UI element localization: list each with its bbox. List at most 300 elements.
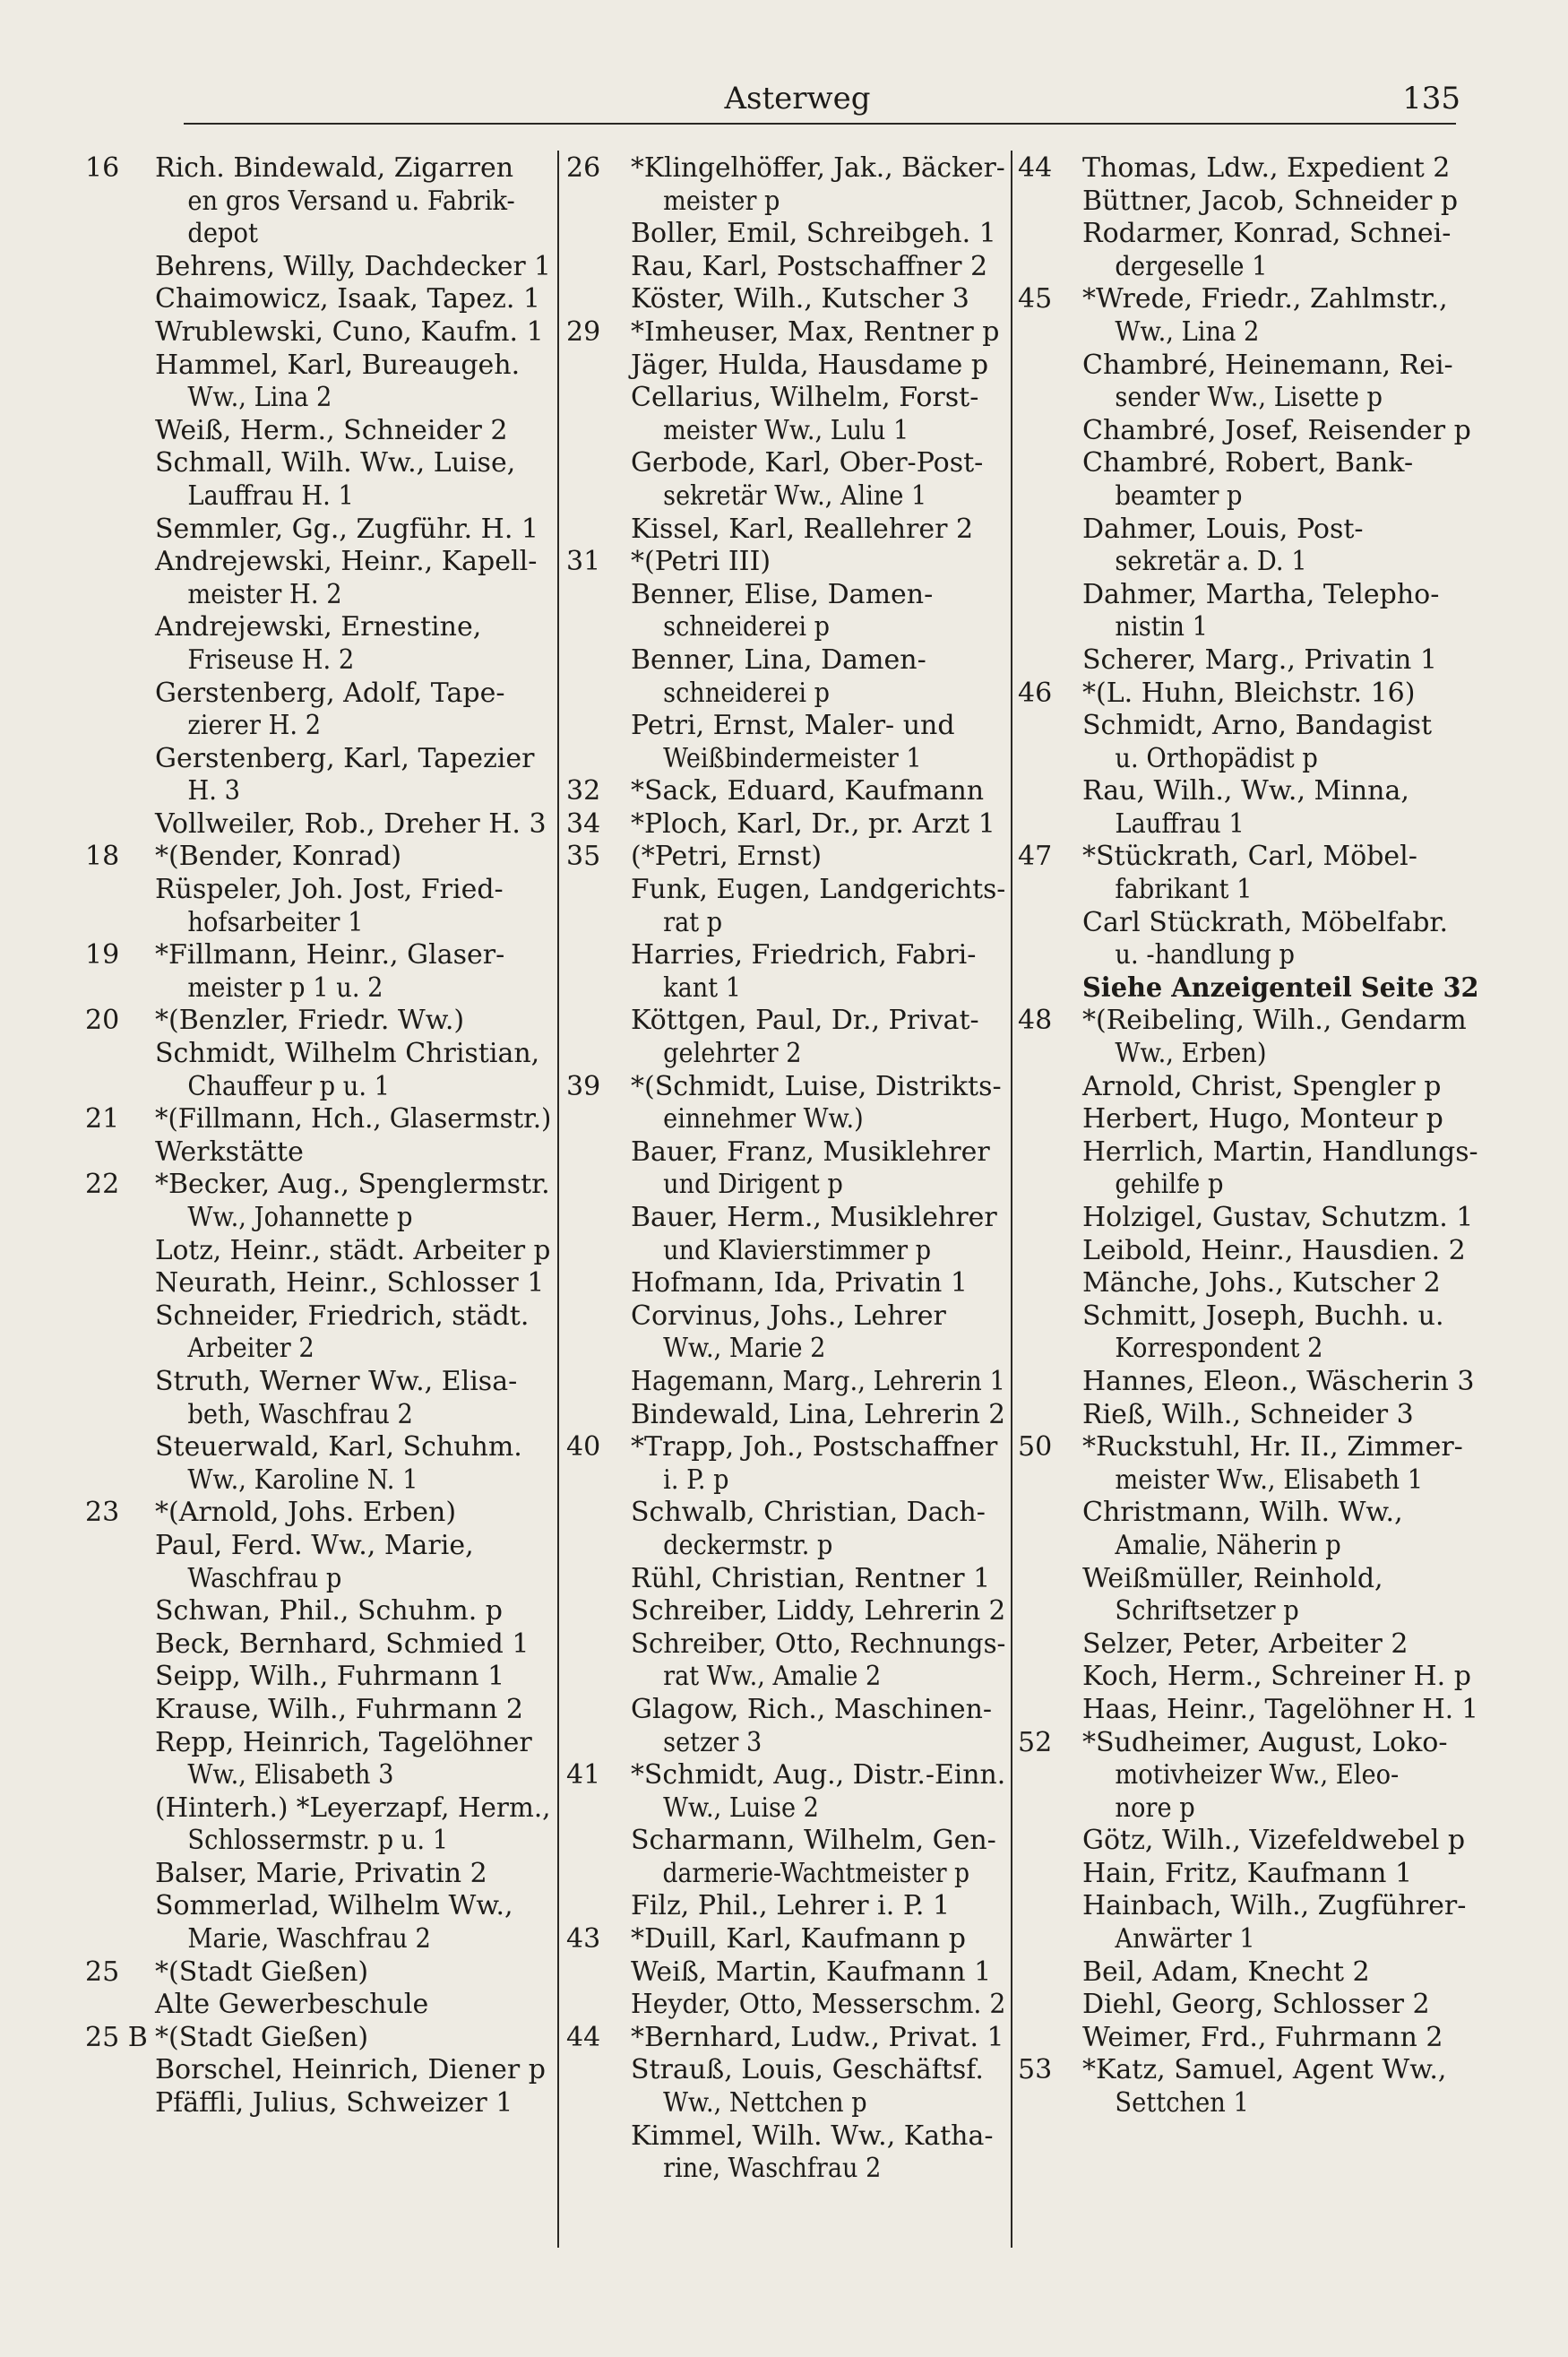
- entry-text: Schwan, Phil., Schuhm. p: [155, 1595, 503, 1627]
- entry-text: *Bernhard, Ludw., Privat. 1: [631, 2021, 1004, 2053]
- entry-text: *(Schmidt, Luise, Distrikts-: [631, 1070, 1002, 1102]
- entry-text: Köttgen, Paul, Dr., Privat-: [631, 1005, 979, 1037]
- directory-entry: [1018, 1366, 1478, 1399]
- entry-text: Wrublewski, Cuno, Kaufm. 1: [155, 315, 544, 348]
- directory-entry: [1018, 152, 1478, 186]
- entry-text: Hagemann, Marg., Lehrerin 1: [631, 1365, 1005, 1397]
- directory-entry: [566, 1563, 1005, 1596]
- entry-continuation: und Klavierstimmer p: [663, 1234, 932, 1266]
- entry-continuation: Ww., Nettchen p: [663, 2087, 867, 2120]
- directory-entry: [566, 579, 1005, 644]
- entry-text: *Becker, Aug., Spenglermstr.: [155, 1169, 550, 1201]
- directory-entry: [85, 1169, 551, 1234]
- directory-entry: [1018, 1694, 1478, 1727]
- entry-text: Weiß, Herm., Schneider 2: [155, 414, 508, 446]
- entry-continuation: motivheizer Ww., Eleo-: [1115, 1759, 1400, 1791]
- entry-text: Holzigel, Gustav, Schutzm. 1: [1082, 1202, 1474, 1233]
- entry-text: Haas, Heinr., Tagelöhner H. 1: [1082, 1693, 1478, 1725]
- entry-text: Beck, Bernhard, Schmied 1: [155, 1627, 530, 1660]
- directory-entry: [85, 1497, 551, 1530]
- entry-text: Andrejewski, Ernestine,: [155, 611, 482, 643]
- directory-entry: [566, 514, 1005, 547]
- entry-text: Steuerwald, Karl, Schuhm.: [155, 1431, 522, 1463]
- entry-text: Andrejewski, Heinr., Kapell-: [155, 546, 538, 578]
- entry-text: *Klingelhöffer, Jak., Bäcker-: [631, 152, 1005, 184]
- directory-entry: [566, 1628, 1005, 1694]
- entry-continuation: Arbeiter 2: [187, 1333, 314, 1365]
- entry-text: Schneider, Friedrich, städt.: [155, 1299, 530, 1332]
- directory-entry: [1018, 1858, 1478, 1891]
- entry-text: Cellarius, Wilhelm, Forst-: [631, 382, 979, 414]
- entry-continuation: u. Orthopädist p: [1115, 742, 1318, 774]
- directory-entry: [1018, 1628, 1478, 1662]
- house-number: 53: [1018, 2054, 1053, 2086]
- entry-text: Beil, Adam, Knecht 2: [1082, 1956, 1370, 1988]
- house-number: 21: [85, 1103, 120, 1135]
- directory-entry: [1018, 1956, 1478, 1990]
- entry-text: Carl Stückrath, Möbelfabr.: [1082, 906, 1449, 938]
- entry-text: *(Benzler, Friedr. Ww.): [155, 1005, 465, 1037]
- directory-entry: [1018, 678, 1478, 711]
- directory-entry: [566, 1202, 1005, 1267]
- directory-entry: [566, 808, 1005, 842]
- house-number: 23: [85, 1497, 120, 1529]
- directory-entry: [85, 1005, 551, 1038]
- directory-entry: [1018, 1727, 1478, 1826]
- entry-text: Balser, Marie, Privatin 2: [155, 1857, 487, 1889]
- directory-entry: [85, 1530, 551, 1595]
- house-number: 25: [85, 1956, 120, 1988]
- directory-entry: [1018, 514, 1478, 579]
- directory-entry: [85, 415, 551, 448]
- entry-text: Gerstenberg, Adolf, Tape-: [155, 677, 505, 709]
- entry-continuation: Weißbindermeister 1: [663, 742, 922, 774]
- entry-text: Rich. Bindewald, Zigarren: [155, 152, 514, 184]
- entry-text: Hain, Fritz, Kaufmann 1: [1082, 1857, 1413, 1889]
- directory-entry: [566, 1300, 1005, 1366]
- entry-text: Büttner, Jacob, Schneider p: [1082, 185, 1459, 217]
- entry-continuation: meister H. 2: [187, 578, 342, 610]
- entry-continuation: Ww., Johannette p: [187, 1202, 413, 1233]
- entry-text: Rieß, Wilh., Schneider 3: [1082, 1398, 1414, 1430]
- directory-entry: [566, 316, 1005, 350]
- page-number: 135: [1402, 81, 1460, 117]
- directory-entry: [85, 1956, 551, 1990]
- directory-entry: [85, 1661, 551, 1694]
- directory-entry: [1018, 1300, 1478, 1366]
- directory-entry: [566, 2054, 1005, 2120]
- entry-continuation: Amalie, Näherin p: [1115, 1529, 1341, 1561]
- entry-text: Arnold, Christ, Spengler p: [1082, 1070, 1442, 1102]
- directory-entry: [85, 1103, 551, 1136]
- house-number: 47: [1018, 841, 1053, 873]
- directory-entry: [85, 1792, 551, 1858]
- entry-text: *(Fillmann, Hch., Glasermstr.): [155, 1103, 552, 1135]
- directory-entry: [85, 152, 551, 251]
- page-header: [134, 81, 1460, 124]
- entry-text: Herbert, Hugo, Monteur p: [1082, 1103, 1443, 1135]
- directory-entry: [85, 939, 551, 1005]
- directory-entry: [1018, 2022, 1478, 2055]
- directory-entry: [566, 1497, 1005, 1562]
- entry-text: Mänche, Johs., Kutscher 2: [1082, 1267, 1441, 1299]
- directory-entry: [85, 1989, 551, 2022]
- directory-entry: [566, 1005, 1005, 1070]
- entry-text: (*Petri, Ernst): [631, 841, 823, 873]
- house-number: 45: [1018, 283, 1053, 315]
- entry-continuation: und Dirigent p: [663, 1169, 843, 1201]
- entry-continuation: beamter p: [1115, 479, 1243, 512]
- entry-continuation: meister p: [663, 185, 780, 217]
- entry-continuation: darmerie-Wachtmeister p: [662, 1857, 970, 1889]
- entry-continuation: sekretär a. D. 1: [1115, 546, 1307, 578]
- directory-entry: [85, 1858, 551, 1891]
- house-number: 44: [1018, 152, 1053, 184]
- entry-text: Seipp, Wilh., Fuhrmann 1: [155, 1661, 505, 1693]
- entry-text: *(Bender, Konrad): [155, 841, 402, 873]
- entry-text: Bauer, Franz, Musiklehrer: [631, 1135, 990, 1168]
- directory-entry: [566, 1136, 1005, 1202]
- directory-entry: [566, 644, 1005, 710]
- entry-text: Werkstätte: [155, 1135, 304, 1168]
- entry-text: Chaimowicz, Isaak, Tapez. 1: [155, 283, 540, 315]
- directory-entry: [85, 743, 551, 808]
- directory-entry: [1018, 1071, 1478, 1104]
- entry-continuation: Lauffrau 1: [1115, 807, 1245, 840]
- entry-continuation: Lauffrau H. 1: [187, 479, 354, 512]
- directory-entry: [566, 1694, 1005, 1759]
- directory-entry: [1018, 775, 1478, 841]
- directory-entry: [566, 218, 1005, 251]
- house-number: 40: [566, 1431, 601, 1463]
- entry-text: Siehe Anzeigenteil Seite 32: [1082, 971, 1479, 1004]
- directory-entry: [1018, 1431, 1478, 1497]
- entry-continuation: Waschfrau p: [187, 1562, 342, 1594]
- directory-entry: [1018, 1825, 1478, 1858]
- entry-text: Hofmann, Ida, Privatin 1: [631, 1267, 968, 1299]
- entry-continuation: Ww., Marie 2: [663, 1333, 826, 1365]
- directory-entry: [85, 678, 551, 743]
- entry-text: Harries, Friedrich, Fabri-: [631, 939, 977, 971]
- directory-entry: [85, 2054, 551, 2087]
- entry-text: Petri, Ernst, Maler- und: [631, 710, 955, 742]
- entry-continuation: depot: [187, 218, 258, 250]
- entry-continuation: Schlossermstr. p u. 1: [187, 1825, 449, 1857]
- directory-entry: [566, 152, 1005, 218]
- directory-entry: [85, 1628, 551, 1662]
- entry-text: *Fillmann, Heinr., Glaser-: [155, 939, 505, 971]
- house-number: 50: [1018, 1431, 1053, 1463]
- entry-text: Rüspeler, Joh. Jost, Fried-: [155, 874, 504, 906]
- entry-continuation: en gros Versand u. Fabrik-: [187, 185, 515, 217]
- house-number: 29: [566, 315, 601, 348]
- house-number: 43: [566, 1923, 601, 1956]
- directory-entry: [566, 1071, 1005, 1136]
- entry-text: Herrlich, Martin, Handlungs-: [1082, 1135, 1478, 1168]
- directory-entry: [566, 775, 1005, 808]
- entry-text: *Wrede, Friedr., Zahlmstr.,: [1082, 283, 1448, 315]
- entry-continuation: rat p: [663, 906, 723, 938]
- directory-entry: [85, 251, 551, 284]
- directory-entry: [1018, 579, 1478, 644]
- directory-entry: [566, 841, 1005, 874]
- entry-text: Paul, Ferd. Ww., Marie,: [155, 1529, 474, 1561]
- house-number: 25 B: [85, 2021, 148, 2053]
- directory-entry: [85, 1038, 551, 1103]
- directory-entry: [1018, 710, 1478, 775]
- directory-entry: [566, 447, 1005, 513]
- directory-entry: [85, 1595, 551, 1628]
- entry-continuation: Marie, Waschfrau 2: [187, 1923, 431, 1956]
- entry-text: Schmidt, Arno, Bandagist: [1082, 710, 1433, 742]
- entry-continuation: u. -handlung p: [1115, 939, 1296, 971]
- directory-entry: [1018, 447, 1478, 513]
- column-divider: [1011, 151, 1012, 2248]
- entry-continuation: setzer 3: [663, 1726, 762, 1758]
- street-title: Asterweg: [724, 81, 871, 117]
- directory-entry: [85, 1694, 551, 1727]
- entry-text: Koch, Herm., Schreiner H. p: [1082, 1661, 1471, 1693]
- entry-continuation: gehilfe p: [1115, 1169, 1224, 1201]
- entry-continuation: Friseuse H. 2: [187, 643, 355, 676]
- entry-text: Pfäffli, Julius, Schweizer 1: [155, 2087, 513, 2120]
- directory-entry: [1018, 1136, 1478, 1202]
- house-number: 46: [1018, 677, 1053, 709]
- entry-text: Kissel, Karl, Reallehrer 2: [631, 513, 974, 545]
- entry-text: Hainbach, Wilh., Zugführer-: [1082, 1890, 1467, 1922]
- house-number: 32: [566, 775, 601, 807]
- entry-continuation: gelehrter 2: [663, 1038, 802, 1070]
- directory-entry: [85, 808, 551, 842]
- entry-text: Schreiber, Otto, Rechnungs-: [631, 1627, 1006, 1660]
- entry-text: Scharmann, Wilhelm, Gen-: [631, 1825, 996, 1857]
- entry-text: Semmler, Gg., Zugführ. H. 1: [155, 513, 538, 545]
- entry-text: Lotz, Heinr., städt. Arbeiter p: [155, 1234, 551, 1266]
- entry-text: Jäger, Hulda, Hausdame p: [631, 349, 989, 381]
- entry-continuation: Ww., Elisabeth 3: [187, 1759, 394, 1791]
- entry-continuation: Ww., Erben): [1115, 1038, 1267, 1070]
- directory-entry: [85, 1136, 551, 1170]
- directory-entry: [85, 1890, 551, 1956]
- directory-entry: [1018, 283, 1478, 349]
- directory-entry: [1018, 1497, 1478, 1562]
- house-number: 35: [566, 841, 601, 873]
- entry-continuation: einnehmer Ww.): [663, 1103, 864, 1135]
- entry-text: Schmitt, Joseph, Buchh. u.: [1082, 1299, 1444, 1332]
- entry-text: Rodarmer, Konrad, Schnei-: [1082, 218, 1452, 250]
- entry-text: Chambré, Heinemann, Rei-: [1082, 349, 1453, 381]
- entry-text: Schreiber, Liddy, Lehrerin 2: [631, 1595, 1006, 1627]
- directory-entry: [85, 1727, 551, 1792]
- entry-continuation: Korrespondent 2: [1115, 1333, 1323, 1365]
- directory-entry: [1018, 1267, 1478, 1300]
- entry-text: Selzer, Peter, Arbeiter 2: [1082, 1627, 1409, 1660]
- entry-text: Gerstenberg, Karl, Tapezier: [155, 742, 535, 774]
- entry-text: Dahmer, Martha, Telepho-: [1082, 578, 1440, 610]
- entry-text: Hannes, Eleon., Wäscherin 3: [1082, 1365, 1475, 1397]
- entry-text: Schmidt, Wilhelm Christian,: [155, 1038, 540, 1070]
- entry-continuation: nistin 1: [1115, 611, 1209, 643]
- entry-continuation: Schriftsetzer p: [1115, 1595, 1299, 1627]
- entry-continuation: nore p: [1115, 1791, 1195, 1824]
- entry-text: Weiß, Martin, Kaufmann 1: [631, 1956, 992, 1988]
- entry-text: Boller, Emil, Schreibgeh. 1: [631, 218, 996, 250]
- entry-continuation: meister p 1 u. 2: [187, 971, 383, 1004]
- directory-entry: [85, 1431, 551, 1497]
- entry-text: Filz, Phil., Lehrer i. P. 1: [631, 1890, 951, 1922]
- entry-continuation: sender Ww., Lisette p: [1115, 382, 1383, 414]
- directory-entry: [85, 1235, 551, 1268]
- entry-text: Köster, Wilh., Kutscher 3: [631, 283, 969, 315]
- directory-entry: [85, 316, 551, 350]
- entry-text: Hammel, Karl, Bureaugeh.: [155, 349, 521, 381]
- entry-text: Sommerlad, Wilhelm Ww.,: [155, 1890, 513, 1922]
- house-number: 39: [566, 1070, 601, 1102]
- house-number: 22: [85, 1169, 120, 1201]
- column-middle: [566, 152, 1005, 2186]
- entry-text: Vollweiler, Rob., Dreher H. 3: [155, 807, 547, 840]
- entry-text: Strauß, Louis, Geschäftsf.: [631, 2054, 984, 2086]
- entry-text: Götz, Wilh., Vizefeldwebel p: [1082, 1825, 1466, 1857]
- directory-entry: [1018, 1989, 1478, 2022]
- entry-continuation: Settchen 1: [1115, 2087, 1249, 2120]
- directory-entry: [1018, 1235, 1478, 1268]
- entry-text: Leibold, Heinr., Hausdien. 2: [1082, 1234, 1466, 1266]
- directory-entry: [566, 1759, 1005, 1825]
- entry-text: Repp, Heinrich, Tagelöhner: [155, 1726, 532, 1758]
- entry-continuation: sekretär Ww., Aline 1: [663, 479, 927, 512]
- entry-text: Schwalb, Christian, Dach-: [631, 1497, 986, 1529]
- directory-entry: [1018, 1005, 1478, 1070]
- entry-text: *Ruckstuhl, Hr. II., Zimmer-: [1082, 1431, 1463, 1463]
- directory-entry: [566, 546, 1005, 579]
- directory-entry: [1018, 1563, 1478, 1628]
- entry-text: *Imheuser, Max, Rentner p: [631, 315, 1000, 348]
- entry-text: *Schmidt, Aug., Distr.-Einn.: [631, 1759, 1006, 1791]
- directory-entry: [566, 874, 1005, 939]
- entry-text: Kimmel, Wilh. Ww., Katha-: [631, 2120, 994, 2152]
- entry-text: Bindewald, Lina, Lehrerin 2: [631, 1398, 1006, 1430]
- entry-continuation: fabrikant 1: [1115, 874, 1253, 906]
- entry-text: Dahmer, Louis, Post-: [1082, 513, 1364, 545]
- entry-text: Borschel, Heinrich, Diener p: [155, 2054, 546, 2086]
- house-number: 41: [566, 1759, 601, 1791]
- directory-entry: [1018, 1103, 1478, 1136]
- directory-entry: [566, 283, 1005, 316]
- directory-entry: [566, 251, 1005, 284]
- directory-entry: [566, 1267, 1005, 1300]
- entry-text: Weimer, Frd., Fuhrmann 2: [1082, 2021, 1443, 2053]
- directory-entry: [566, 1595, 1005, 1628]
- directory-entry: [1018, 350, 1478, 415]
- entry-text: Krause, Wilh., Fuhrmann 2: [155, 1693, 524, 1725]
- directory-entry: [566, 1825, 1005, 1890]
- entry-text: Benner, Elise, Damen-: [631, 578, 934, 610]
- entry-text: Weißmüller, Reinhold,: [1082, 1562, 1383, 1594]
- house-number: 18: [85, 841, 120, 873]
- directory-entry: [85, 611, 551, 677]
- entry-text: Heyder, Otto, Messerschm. 2: [631, 1989, 1006, 2021]
- column-right: [1018, 152, 1478, 2120]
- directory-entry: [1018, 218, 1478, 283]
- entry-text: *(L. Huhn, Bleichstr. 16): [1082, 677, 1416, 709]
- entry-text: Thomas, Ldw., Expedient 2: [1082, 152, 1451, 184]
- directory-entry: [566, 710, 1005, 775]
- house-number: 26: [566, 152, 601, 184]
- entry-text: *(Stadt Gießen): [155, 1956, 369, 1988]
- entry-text: *Duill, Karl, Kaufmann p: [631, 1923, 966, 1956]
- directory-entry: [85, 283, 551, 316]
- entry-continuation: meister Ww., Elisabeth 1: [1115, 1463, 1424, 1496]
- house-number: 20: [85, 1005, 120, 1037]
- entry-text: Behrens, Willy, Dachdecker 1: [155, 250, 551, 282]
- entry-continuation: schneiderei p: [663, 611, 831, 643]
- directory-entry: [566, 2022, 1005, 2055]
- directory-entry: [85, 546, 551, 611]
- entry-continuation: deckermstr. p: [663, 1529, 833, 1561]
- directory-entry: [85, 350, 551, 415]
- directory-entry: [566, 350, 1005, 383]
- entry-text: *(Reibeling, Wilh., Gendarm: [1082, 1005, 1467, 1037]
- entry-continuation: Ww., Lina 2: [1115, 315, 1260, 348]
- directory-entry: [1018, 1890, 1478, 1956]
- entry-continuation: Ww., Lina 2: [187, 382, 332, 414]
- entry-text: *Sack, Eduard, Kaufmann: [631, 775, 985, 807]
- directory-entry: [85, 841, 551, 874]
- house-number: 19: [85, 939, 120, 971]
- directory-entry: [85, 2022, 551, 2055]
- column-divider: [557, 151, 559, 2248]
- entry-text: Schmall, Wilh. Ww., Luise,: [155, 447, 516, 479]
- directory-entry: [1018, 972, 1478, 1006]
- entry-text: *(Stadt Gießen): [155, 2021, 369, 2053]
- directory-entry: [85, 447, 551, 513]
- directory-entry: [1018, 415, 1478, 448]
- entry-continuation: H. 3: [187, 775, 240, 807]
- directory-entry: [1018, 907, 1478, 972]
- entry-text: *Ploch, Karl, Dr., pr. Arzt 1: [631, 807, 995, 840]
- entry-continuation: Chauffeur p u. 1: [187, 1070, 391, 1102]
- directory-entry: [85, 1300, 551, 1366]
- directory-entry: [566, 1890, 1005, 1923]
- directory-entry: [1018, 841, 1478, 906]
- entry-text: Alte Gewerbeschule: [155, 1989, 429, 2021]
- entry-continuation: rat Ww., Amalie 2: [663, 1661, 882, 1693]
- directory-entry: [1018, 644, 1478, 678]
- directory-entry: [566, 939, 1005, 1005]
- entry-text: *Trapp, Joh., Postschaffner: [631, 1431, 998, 1463]
- entry-text: *(Petri III): [631, 546, 771, 578]
- entry-continuation: kant 1: [663, 971, 742, 1004]
- house-number: 44: [566, 2021, 601, 2053]
- entry-text: Funk, Eugen, Landgerichts-: [631, 874, 1006, 906]
- entry-text: Chambré, Josef, Reisender p: [1082, 414, 1471, 446]
- entry-continuation: Anwärter 1: [1115, 1923, 1255, 1956]
- entry-text: Benner, Lina, Damen-: [631, 643, 926, 676]
- directory-entry: [566, 1431, 1005, 1497]
- directory-entry: [566, 1989, 1005, 2022]
- directory-entry: [85, 1267, 551, 1300]
- entry-text: Glagow, Rich., Maschinen-: [631, 1693, 993, 1725]
- directory-entry: [1018, 1202, 1478, 1235]
- house-number: 31: [566, 546, 601, 578]
- directory-entry: [566, 1923, 1005, 1956]
- entry-text: Rau, Karl, Postschaffner 2: [631, 250, 988, 282]
- entry-text: Rühl, Christian, Rentner 1: [631, 1562, 991, 1594]
- house-number: 48: [1018, 1005, 1053, 1037]
- house-number: 34: [566, 807, 601, 840]
- house-number: 16: [85, 152, 120, 184]
